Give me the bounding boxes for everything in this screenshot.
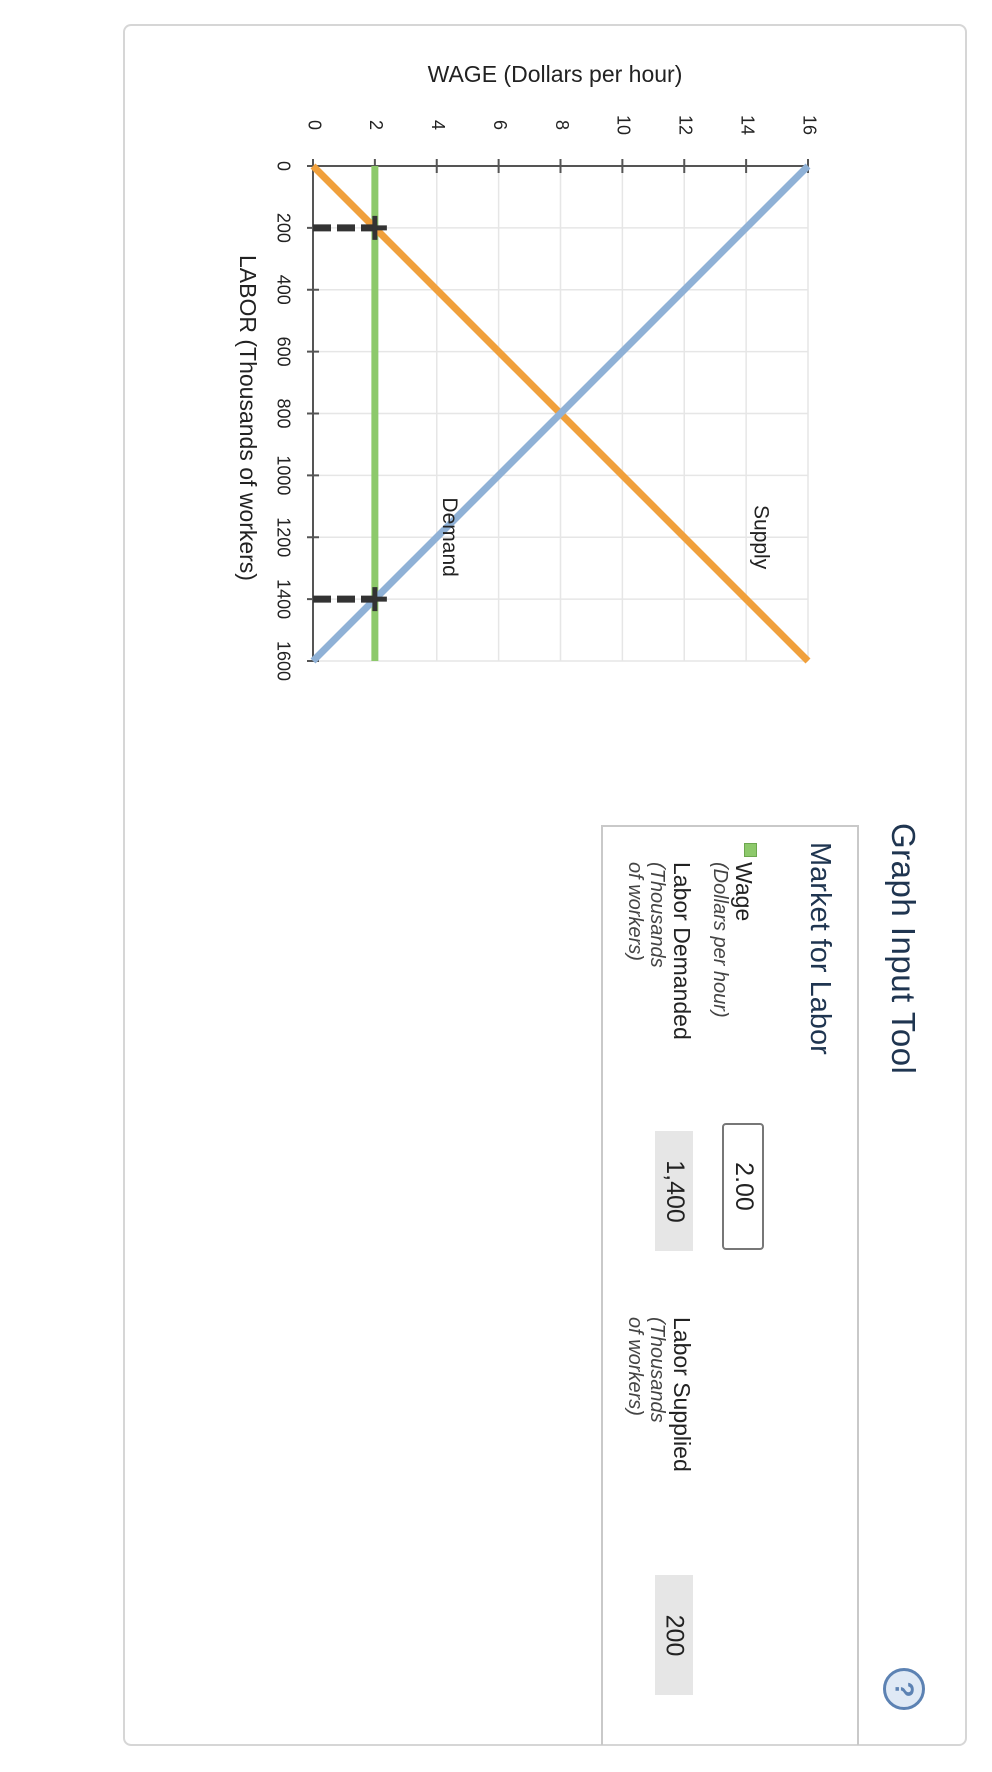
labor-demanded-label: Labor Demanded bbox=[669, 862, 695, 1040]
labor-tick-label-1000: 1000 bbox=[273, 455, 294, 496]
help-button[interactable] bbox=[883, 1668, 925, 1710]
wage-label: Wage bbox=[731, 862, 757, 922]
wage-unit: (Dollars per hour) bbox=[709, 862, 731, 1018]
labor-tick-label-1400: 1400 bbox=[273, 579, 294, 620]
labor-tick-label-1600: 1600 bbox=[273, 640, 294, 682]
wage-axis-title: WAGE (Dollars per hour) bbox=[427, 61, 683, 88]
wage-tick-label-12: 12 bbox=[675, 114, 696, 136]
labor-demanded-value bbox=[655, 1131, 693, 1251]
wage-tick-label-4: 4 bbox=[428, 119, 448, 131]
labor-tick-label-1200: 1200 bbox=[273, 517, 294, 558]
labor-tick-label-200: 200 bbox=[273, 212, 294, 243]
wage-tick-label-2: 2 bbox=[366, 119, 387, 131]
labor-tick-label-400: 400 bbox=[273, 274, 294, 305]
labor-supplied-label: Labor Supplied bbox=[669, 1317, 695, 1472]
help-icon: ? bbox=[889, 1681, 920, 1697]
labor-axis-title: LABOR (Thousands of workers) bbox=[234, 255, 261, 581]
wage-tick-label-0: 0 bbox=[304, 119, 325, 131]
demand-label: Demand bbox=[438, 497, 462, 577]
wage-input-value: 2.00 bbox=[729, 1162, 758, 1211]
wage-swatch-icon bbox=[744, 843, 757, 857]
wage-tick-label-16: 16 bbox=[799, 114, 820, 136]
labor-demanded-value-text: 1,400 bbox=[660, 1159, 689, 1223]
labor-tick-label-0: 0 bbox=[273, 160, 294, 172]
wage-tick-label-10: 10 bbox=[613, 114, 634, 136]
labor-supplied-unit: (Thousands of workers) bbox=[624, 1317, 668, 1423]
labor-demanded-unit: (Thousands of workers) bbox=[624, 862, 668, 968]
labor-tick-label-600: 600 bbox=[273, 336, 294, 367]
wage-tick-label-6: 6 bbox=[489, 119, 510, 131]
labor-supplied-value-text: 200 bbox=[660, 1614, 689, 1656]
labor-supplied-value bbox=[655, 1575, 693, 1695]
panel-subtitle: Market for Labor bbox=[804, 842, 836, 1055]
labor-tick-label-800: 800 bbox=[273, 398, 294, 429]
supply-label: Supply bbox=[749, 505, 773, 570]
panel-title: Graph Input Tool bbox=[885, 823, 922, 1075]
wage-tick-label-14: 14 bbox=[737, 114, 758, 136]
wage-tick-label-8: 8 bbox=[551, 119, 572, 131]
wage-input[interactable] bbox=[722, 1123, 764, 1250]
